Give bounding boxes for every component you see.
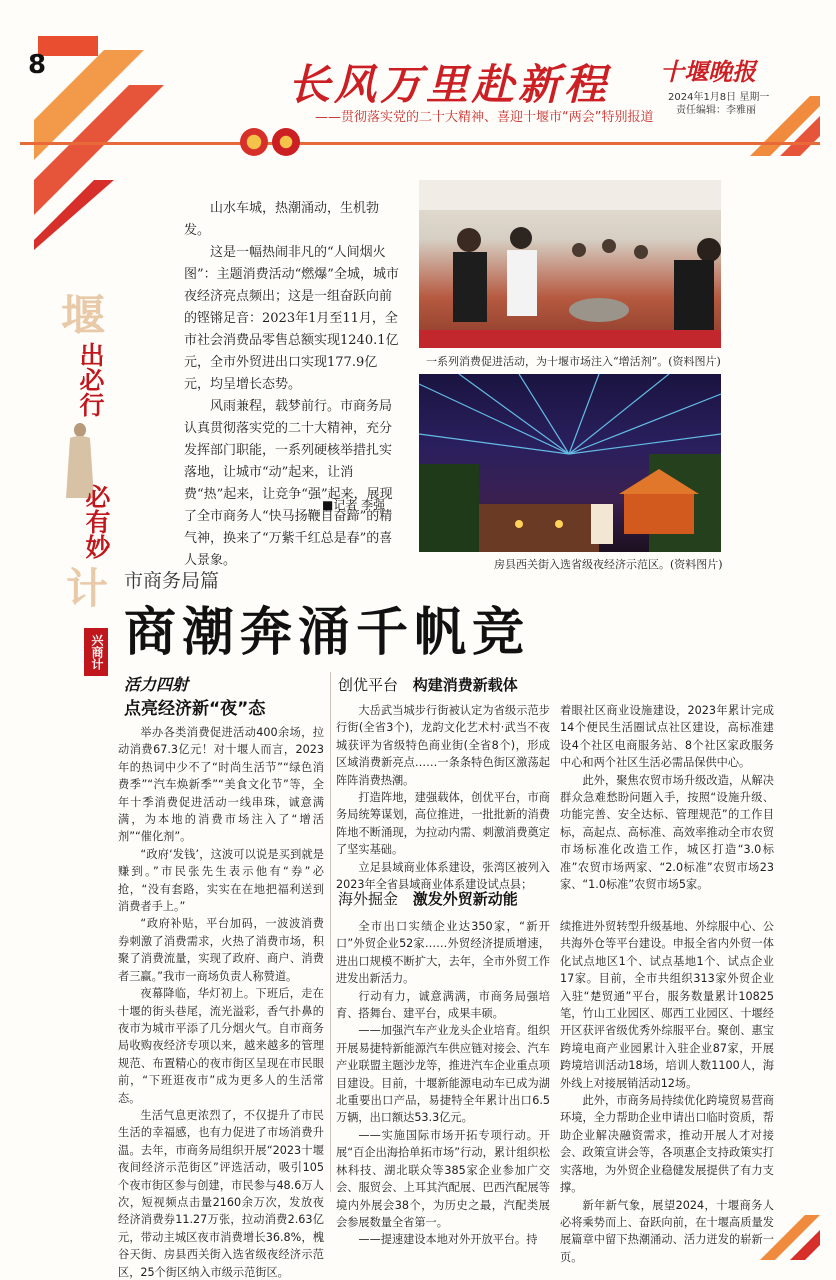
- body-paragraph: 立足县域商业体系建设，张湾区被列入2023年全省县域商业体系建设试点县；: [336, 860, 550, 892]
- body-paragraph: 行动有力，诚意满满，市商务局强培育、搭舞台、建平台，成果丰硕。: [336, 989, 550, 1021]
- section-label: 市商务局篇: [124, 570, 220, 592]
- left-headline: 点亮经济新“夜”态: [124, 699, 266, 719]
- main-title: 商潮奔涌千帆竞: [124, 602, 531, 663]
- page-number: 8: [28, 50, 47, 80]
- intro-paragraph: 这是一幅热闹非凡的“人间烟火图”：主题消费活动“燃爆”全城，城市夜经济亮点频出；这是一组奋跃向前的铿锵足音：2023年1月至11月，全市社会消费品零售总额实现1240.1亿元，全市外贸进出口实现177.9亿元，均呈增长态势。: [184, 245, 399, 392]
- section2-heading: [338, 674, 518, 695]
- photo-caption-2: 房县西关街入选省级夜经济示范区。(资料图片): [494, 558, 723, 571]
- body-paragraph: 续推进外贸转型升级基地、外综服中心、公共海外仓等平台建设。申报全省内外贸一体化试点地区1个、试点基地1个、试点企业17家。目前，全市共组织313家外贸企业入驻“楚贸通”平台，服务数量累计10825笔，竹山工业园区、郧西工业园区、十堰经开区获评省级优秀外综服平台。聚创、惠宝跨境电商产业园累计入驻企业87家，开展跨境培训活动18场，培训人数1100人，海外线上对接展销活动12场。: [560, 920, 774, 1090]
- body-paragraph: 打造阵地，建强载体，创优平台，市商务局统筹谋划，高位推进，一批批新的消费阵地不断涌现，为拉动内需、刺激消费奠定了坚实基础。: [336, 791, 550, 857]
- body-paragraph: ——加强汽车产业龙头企业培育。组织开展易捷特新能源汽车供应链对接会、汽车产业联盟主题沙龙等，推进汽车企业重点项目建设。目前，十堰新能源电动车已成为湖北重要出口产品，易捷特全年累计出口6.5万辆，出口额达53.3亿元。: [336, 1024, 550, 1125]
- side-line-1: 出必行: [76, 342, 105, 417]
- photo-caption-1: 一系列消费促进活动，为十堰市场注入“增活剂”。(资料图片): [426, 355, 721, 368]
- body-paragraph: 着眼社区商业设施建设，2023年累计完成14个便民生活圈试点社区建设，高标准建设4个社区电商服务站、8个社区家政服务中心和两个社区生活必需品保供中心。: [560, 704, 774, 770]
- section3-col1: [336, 918, 550, 1249]
- paper-name: 十堰晚报: [660, 57, 756, 86]
- body-paragraph: 此外，市商务局持续优化跨境贸易营商环境，全力帮助企业申请出口临时资质，帮助企业解决融资需求，推动开展人才对接会、政策宣讲会等，各项惠企支持政策实打实落地，为外贸企业稳健发展提供了有力支撑。: [560, 1094, 774, 1195]
- issue-date: 2024年1月8日 星期一: [668, 92, 770, 103]
- side-char-ji: 计: [60, 566, 109, 608]
- header-subtitle: ——贯彻落实党的二十大精神、喜迎十堰市“两会”特别报道: [315, 110, 654, 125]
- intro-paragraph: 风雨兼程，载梦前行。市商务局认真贯彻落实党的二十大精神，充分发挥部门职能，一系列硬核举措扎实落地，让城市“动”起来，让消费“热”起来，让竞争“强”起来，展现了全市商务人“快马扬鞭自奋蹄”的精气神，换来了“万紫千红总是春”的喜人景象。: [184, 399, 393, 568]
- left-column-body: [118, 724, 324, 1280]
- photo-night-street: [419, 374, 721, 552]
- body-paragraph: 新年新气象，展望2024，十堰商务人必将乘势而上、奋跃向前，在十堰高质量发展篇章中留下热潮涌动、活力迸发的崭新一页。: [560, 1198, 774, 1264]
- body-paragraph: 生活气息更浓烈了，不仅提升了市民生活的幸福感，也有力促进了市场消费升温。去年，市商务局组织开展“2023十堰夜间经济示范街区”评选活动，吸引105个夜市街区参与创建，市民参与48.6万人次，短视频点击量2160余万次，发放夜经济消费券11.27万张，拉动消费2.63亿元，带动主城区夜市消费增长36.8%，槐谷天街、房县西关街入选省级夜经济示范区，25个街区纳入市级示范街区。: [118, 1108, 324, 1279]
- section3-heading: [338, 888, 518, 909]
- decorative-chevrons: [34, 50, 174, 250]
- body-paragraph: 全市出口实绩企业达350家，“新开口”外贸企业52家……外贸经济提质增速，进出口规模不断扩大，去年，全市外贸工作进发出新活力。: [336, 920, 550, 986]
- section2-headline: 构建消费新载体: [412, 676, 518, 694]
- body-paragraph: 此外，聚焦农贸市场升级改造，从解决群众急难愁盼问题入手，按照“设施升级、功能完善、安全达标、管理规范”的工作目标，高起点、高标准、高效率推动全市农贸市场标准化改造工作，城区打造“3.0标准”农贸市场两家、“2.0标准”农贸市场23家、“1.0标准”农贸市场5家。: [560, 773, 774, 892]
- intro-paragraph: 山水车城，热潮涌动，生机勃发。: [184, 201, 380, 238]
- body-paragraph: 举办各类消费促进活动400余场，拉动消费67.3亿元！对十堰人而言，2023年的热词中少不了“时尚生活节”“绿色消费季”“汽车焕新季”“美食文化节”等，全年十季消费促进活动一线串珠，诚意满满，为本地的消费市场注入了“增活剂”“催化剂”。: [118, 726, 324, 844]
- body-paragraph: ——提速建设本地对外开放平台。持: [358, 1233, 538, 1247]
- body-paragraph: “政府‘发钱’，这波可以说是买到就是赚到。”市民张先生表示他有“券”必抢，“没有套路，实实在在地把福利送到消费者手上。”: [118, 847, 324, 914]
- header-rule: [20, 142, 820, 145]
- side-char-yan: 堰: [53, 292, 104, 336]
- intro-text: [184, 198, 402, 572]
- column-divider: [330, 672, 331, 1192]
- side-line-2: 必有妙: [82, 484, 111, 559]
- section3-col2: [560, 918, 774, 1266]
- section3-headline: 激发外贸新动能: [412, 890, 518, 908]
- section2-col2: [560, 702, 774, 893]
- side-seal: 兴商计: [84, 628, 108, 676]
- section3-kicker: 海外掘金: [338, 890, 399, 908]
- party-emblem-icon: [272, 128, 300, 156]
- header-title: 长风万里赴新程: [288, 60, 611, 109]
- photo-consumption-event: [419, 180, 721, 348]
- body-paragraph: 夜幕降临，华灯初上。下班后，走在十堰的街头巷尾，流光溢彩，香气扑鼻的夜市为城市平添了几分烟火气。自市商务局收购夜经济专项以来，越来越多的管理规范、布置精心的夜市街区呈现在市民眼前，“下班逛夜市”成为更多人的生活常态。: [118, 987, 324, 1105]
- body-paragraph: “政府补贴，平台加码，一波波消费券刺激了消费需求，火热了消费市场，积聚了消费流量，实现了政府、商户、消费者三赢。”我市一商场负责人称赞道。: [118, 917, 324, 983]
- body-paragraph: ——实施国际市场开拓专项行动。开展“百企出海拾单拓市场”行动，累计组织松林科技、湖北联众等385家企业参加广交会、服贸会、上耳其汽配展、巴西汽配展等境内外展会38个，为历史之最，汽配类展会参展数量全省第一。: [336, 1128, 550, 1229]
- body-paragraph: 大岳武当城步行街被认定为省级示范步行街(全省3个)，龙韵文化艺术村·武当不夜城获评为省级特色商业街(全省8个)，形成区域消费新亮点……一条条特色街区激荡起阵阵消费热潮。: [336, 704, 550, 787]
- left-kicker: 活力四射: [124, 675, 189, 694]
- intro-byline: ■记者 李强: [322, 498, 386, 512]
- section2-col1: [336, 702, 550, 893]
- responsible-editor: 责任编辑：李雅丽: [676, 105, 756, 116]
- national-emblem-icon: [240, 128, 268, 156]
- section2-kicker: 创优平台: [338, 676, 399, 694]
